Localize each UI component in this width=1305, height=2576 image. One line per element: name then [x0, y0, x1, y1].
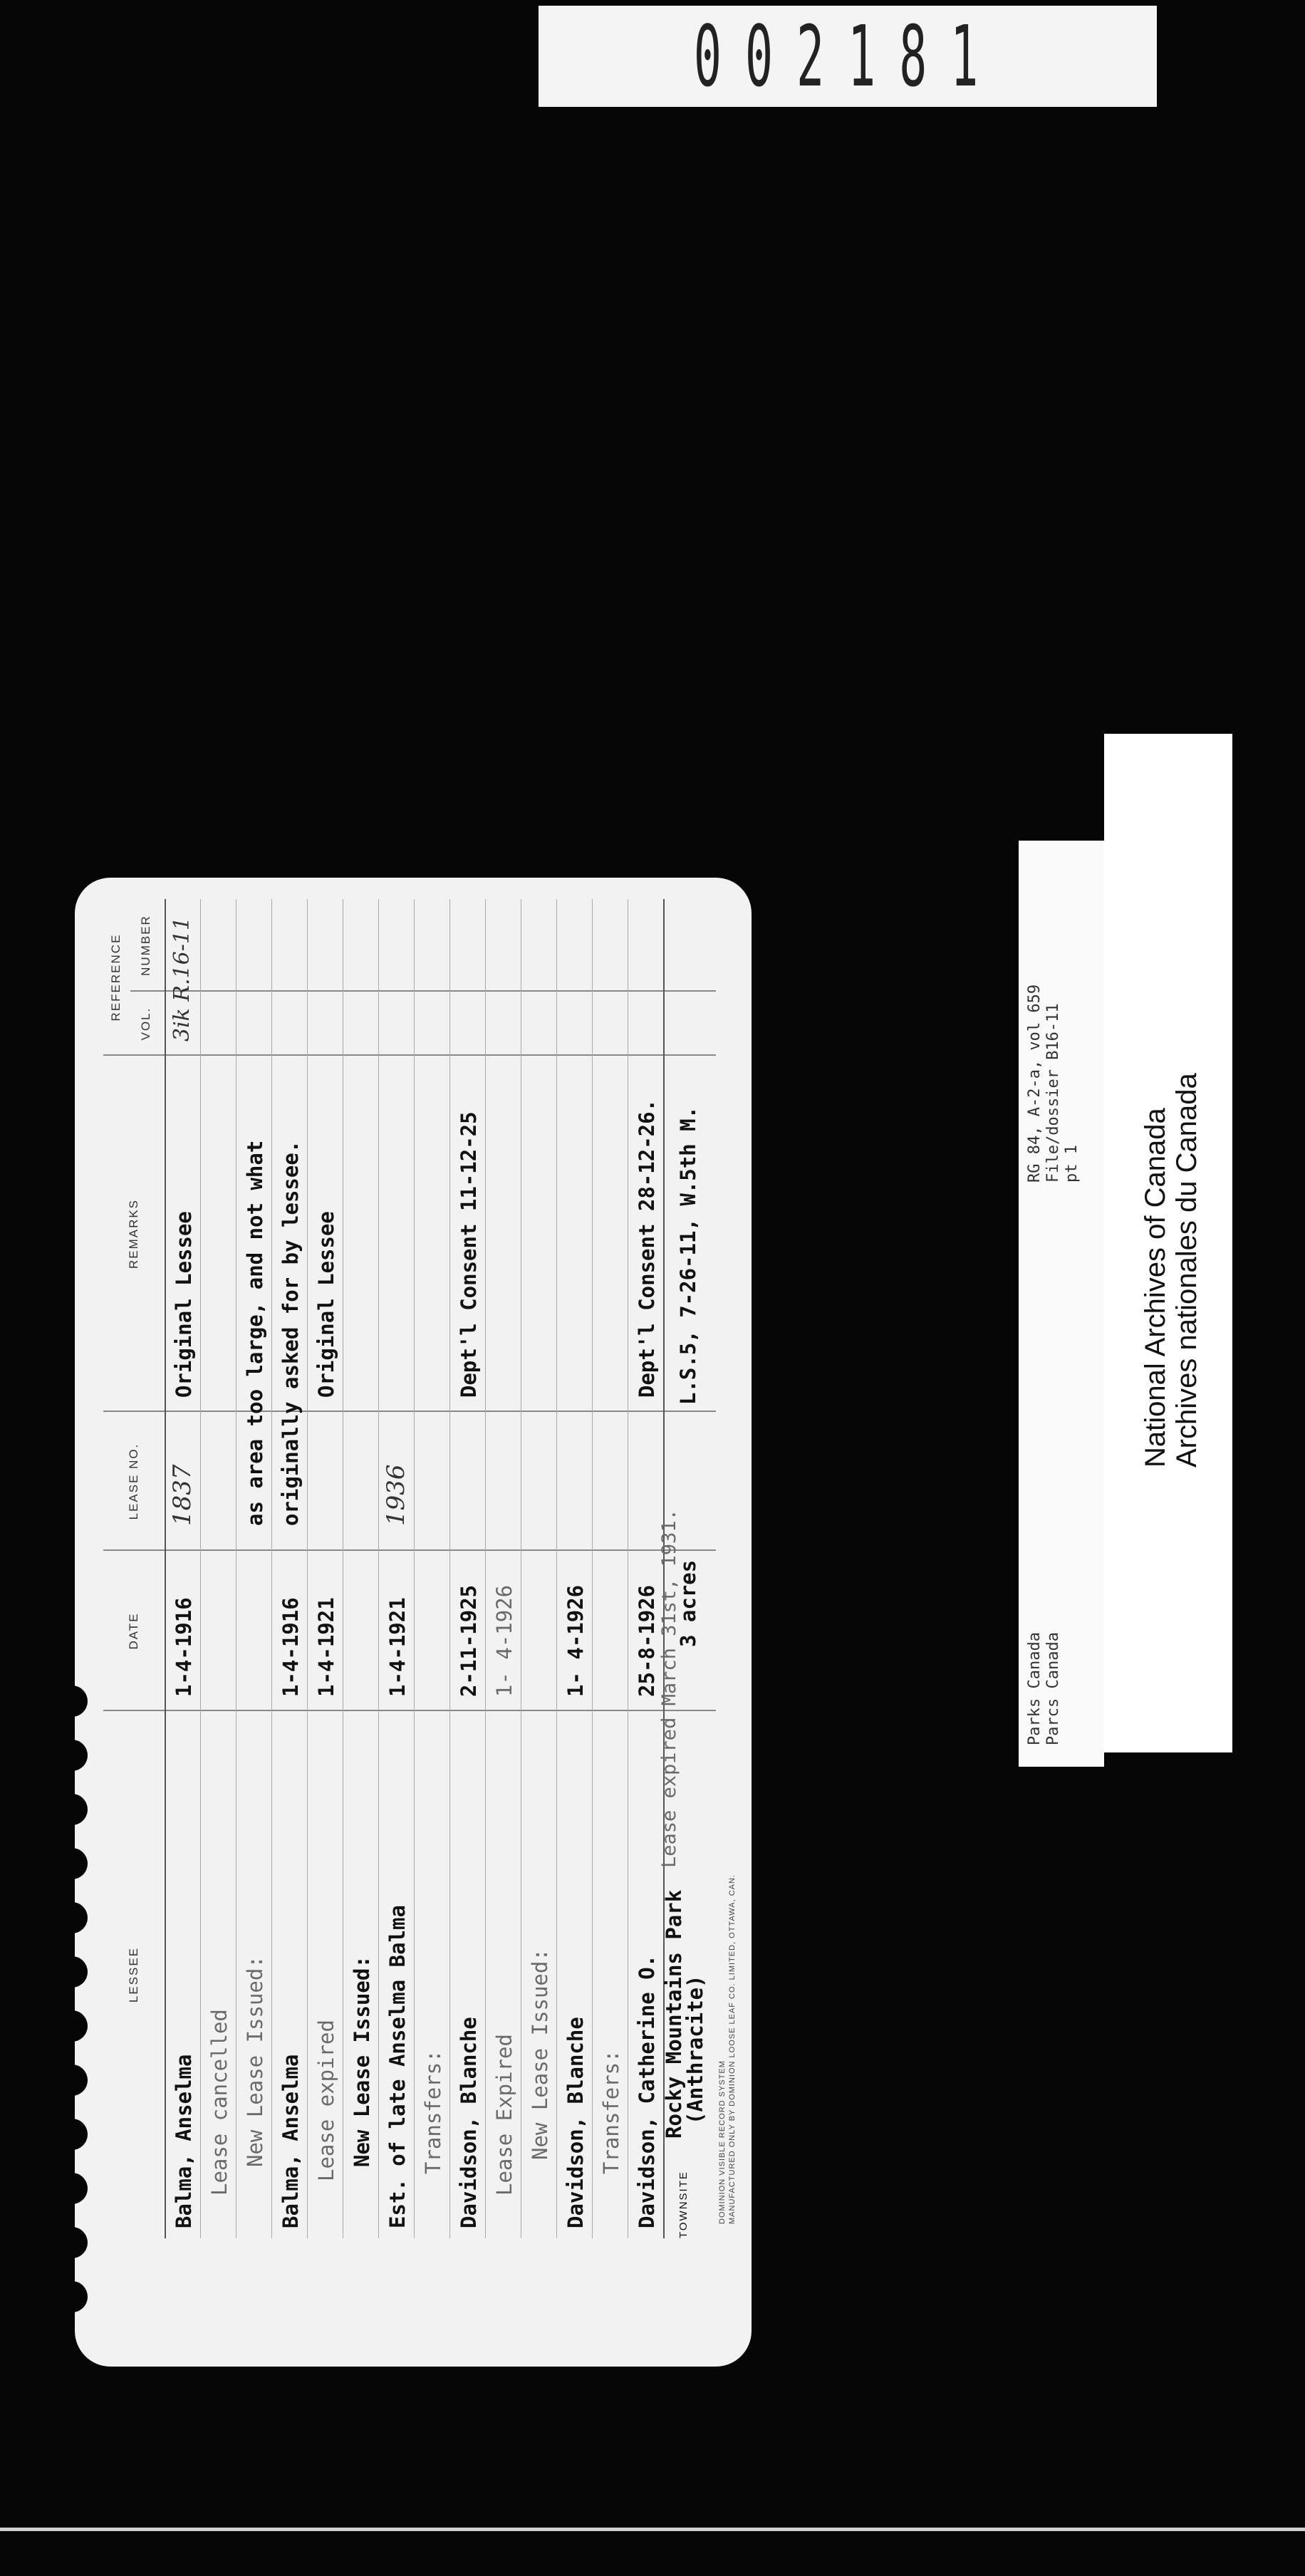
- date-cell: 25-8-1926: [635, 1584, 659, 1697]
- agency-block: [1026, 1632, 1063, 1745]
- manufacturer-line-2: MANUFACTURED ONLY BY DOMINION LOOSE LEAF CO. LIMITED, OTTAWA, CAN.: [728, 1874, 737, 2224]
- reference-line-3: pt 1: [1063, 1145, 1081, 1183]
- lease-table: [103, 899, 716, 2238]
- lease-expired-note: Lease expired March 31st, 1931.: [658, 1509, 680, 1868]
- frame-number: 002181: [693, 7, 1002, 105]
- remarks-cell: Dept'l Consent 11-12-25: [457, 1111, 481, 1398]
- lessee-cell: Est. of late Anselma Balma: [385, 1905, 410, 2228]
- archives-name: [1140, 1073, 1202, 1468]
- lessee-cell: New Lease Issued:: [243, 1956, 267, 2167]
- row-rule: [307, 899, 308, 2238]
- column-divider: [103, 1411, 716, 1412]
- date-cell: 1- 4-1926: [563, 1584, 588, 1697]
- header-lease-no: LEASE NO.: [127, 1443, 140, 1520]
- lessee-cell: Balma, Anselma: [279, 2054, 303, 2228]
- manufacturer-line-1: DOMINION VISIBLE RECORD SYSTEM: [718, 2060, 727, 2224]
- lessee-cell: Davidson, Blanche: [457, 2017, 481, 2228]
- header-vol: VOL.: [139, 1007, 152, 1041]
- header-remarks: REMARKS: [127, 1198, 140, 1269]
- date-cell: 1-4-1921: [385, 1597, 410, 1697]
- lessee-cell: Lease Expired: [492, 2034, 516, 2196]
- header-date: DATE: [127, 1612, 140, 1650]
- column-divider: [103, 1549, 716, 1551]
- lessee-cell: Davidson, Blanche: [563, 2017, 588, 2228]
- archives-fr: Archives nationales du Canada: [1171, 1073, 1202, 1468]
- lessee-cell: Transfers:: [599, 2050, 623, 2174]
- townsite-value: Rocky Mountains Park: [662, 1889, 686, 2139]
- frame-number-strip: [539, 6, 1157, 107]
- reference-cell: 3ik R.16-11: [170, 916, 194, 1042]
- lessee-cell: New Lease Issued:: [528, 1948, 552, 2160]
- lessee-cell: Lease cancelled: [207, 2009, 232, 2196]
- archive-reference-label: [1019, 841, 1104, 1767]
- reference-block: [1026, 985, 1081, 1183]
- row-rule: [200, 899, 201, 2238]
- date-cell: 2-11-1925: [457, 1584, 481, 1697]
- location-value: L.S.5, 7-26-11, W.5th M.: [676, 1106, 700, 1405]
- reference-line-1: RG 84, A-2-a, vol 659: [1026, 984, 1044, 1183]
- lease-no-cell: 1837: [168, 1464, 197, 1526]
- film-edge-line: [0, 2528, 1305, 2531]
- townsite-label: TOWNSITE: [677, 2171, 690, 2238]
- header-reference: REFERENCE: [109, 933, 123, 1022]
- lessee-cell: Lease expired: [314, 2020, 338, 2181]
- reference-line-2: File/dossier B16-11: [1044, 1003, 1062, 1183]
- header-rule: [165, 899, 166, 2238]
- row-rule: [449, 899, 450, 2238]
- column-divider: [103, 1054, 716, 1056]
- manufacturer-imprint: [717, 1440, 737, 2224]
- column-divider: [103, 1710, 716, 1711]
- lessee-cell: New Lease Issued:: [350, 1956, 374, 2167]
- date-cell: 1- 4-1926: [492, 1584, 516, 1697]
- header-number: NUMBER: [139, 915, 152, 976]
- lessee-cell: Davidson, Catherine O.: [635, 1954, 659, 2228]
- remarks-cell: Dept'l Consent 28-12-26.: [635, 1099, 659, 1398]
- date-cell: 1-4-1916: [279, 1597, 303, 1697]
- lease-no-cell: 1936: [382, 1464, 410, 1526]
- lessee-cell: Balma, Anselma: [172, 2054, 196, 2228]
- archives-name-label: [1104, 734, 1232, 1752]
- remarks-cell: as area too large, and not what: [243, 1140, 267, 1526]
- header-lessee: LESSEE: [127, 1946, 140, 2003]
- date-cell: 1-4-1916: [172, 1597, 196, 1697]
- archives-en: National Archives of Canada: [1140, 1108, 1171, 1468]
- date-cell: 1-4-1921: [314, 1597, 338, 1697]
- agency-en: Parks Canada: [1026, 1632, 1044, 1745]
- remarks-cell: Original Lessee: [172, 1211, 196, 1398]
- card-content: [75, 878, 752, 2367]
- archive-stamp: [1019, 826, 1232, 1767]
- lessee-cell: Transfers:: [421, 2050, 445, 2174]
- area-value: 3 acres: [676, 1559, 700, 1647]
- townsite-subvalue: (Anthracite): [683, 1975, 707, 2124]
- remarks-cell: Original Lessee: [314, 1211, 338, 1398]
- agency-fr: Parcs Canada: [1044, 1632, 1062, 1745]
- remarks-cell: originally asked for by lessee.: [279, 1140, 303, 1526]
